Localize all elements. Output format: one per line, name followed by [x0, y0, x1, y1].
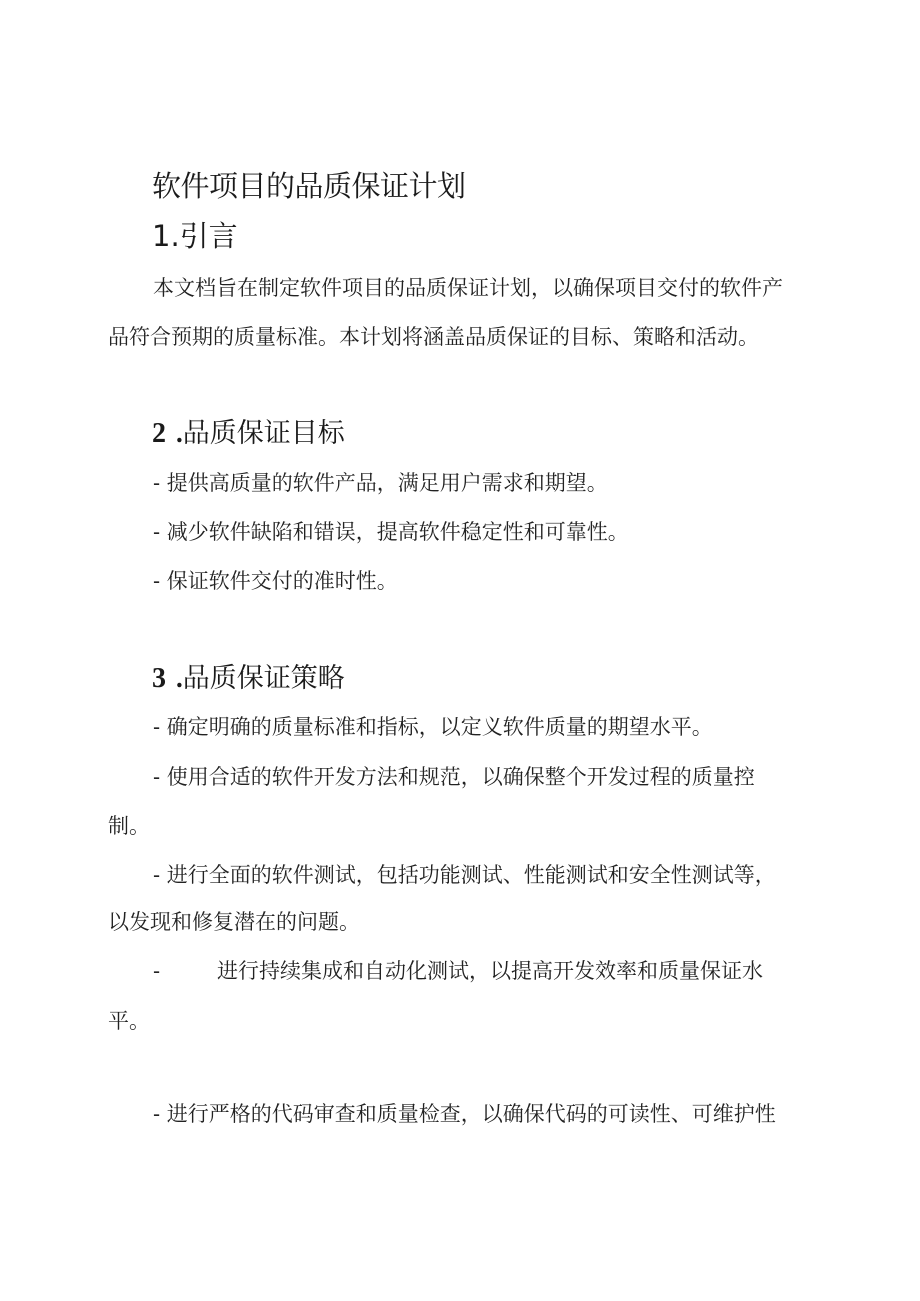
section-3-dot: .: [176, 663, 183, 693]
strategy-item-1: [153, 717, 713, 738]
bullet-dash: -: [153, 520, 161, 544]
bullet-dash: -: [153, 1102, 161, 1126]
section-2-number: 2: [152, 418, 166, 449]
goal-item-1-text: 提供高质量的软件产品，满足用户需求和期望。: [166, 471, 608, 495]
bullet-dash: -: [153, 715, 161, 739]
bullet-dash: -: [153, 569, 161, 593]
strategy-item-3-text: 进行全面的软件测试，包括功能测试、性能测试和安全性测试等，: [166, 863, 776, 887]
strategy-item-1-text: 确定明确的质量标准和指标，以定义软件质量的期望水平。: [166, 715, 713, 739]
strategy-item-5-text: 进行严格的代码审查和质量检查，以确保代码的可读性、可维护性: [166, 1102, 776, 1126]
section-1-heading: 1.引言: [152, 219, 238, 253]
section-2-title: 品质保证目标: [182, 418, 345, 449]
bullet-dash: -: [153, 959, 161, 983]
goal-item-2: [153, 522, 629, 543]
strategy-item-4-line-1: [153, 961, 763, 982]
strategy-item-4-line-2: 平。: [108, 1009, 150, 1033]
bullet-dash: -: [153, 471, 161, 495]
document-title: 软件项目的品质保证计划: [152, 169, 466, 203]
strategy-item-5-line-1: [153, 1104, 776, 1125]
section-3-title: 品质保证策略: [182, 663, 345, 694]
strategy-item-2-line-1: [153, 767, 755, 788]
goal-item-3: [153, 571, 398, 592]
strategy-item-2-line-2: 制。: [108, 814, 150, 838]
strategy-item-3-line-2: 以发现和修复潜在的问题。: [108, 910, 360, 934]
goal-item-2-text: 减少软件缺陷和错误，提高软件稳定性和可靠性。: [166, 520, 629, 544]
section-2-heading: [152, 420, 345, 448]
bullet-dash: -: [153, 863, 161, 887]
intro-paragraph-line-2: 品符合预期的质量标准。本计划将涵盖品质保证的目标、策略和活动。: [108, 325, 759, 349]
strategy-item-4-text: 进行持续集成和自动化测试，以提高开发效率和质量保证水: [217, 959, 763, 983]
strategy-item-3-line-1: [153, 865, 776, 886]
strategy-item-2-text: 使用合适的软件开发方法和规范，以确保整个开发过程的质量控: [166, 765, 755, 789]
bullet-dash: -: [153, 765, 161, 789]
section-3-heading: [152, 665, 345, 693]
goal-item-3-text: 保证软件交付的准时性。: [166, 569, 398, 593]
intro-paragraph-line-1: 本文档旨在制定软件项目的品质保证计划，以确保项目交付的软件产: [153, 276, 783, 300]
goal-item-1: [153, 473, 608, 494]
section-3-number: 3: [152, 663, 166, 694]
section-2-dot: .: [176, 418, 183, 448]
